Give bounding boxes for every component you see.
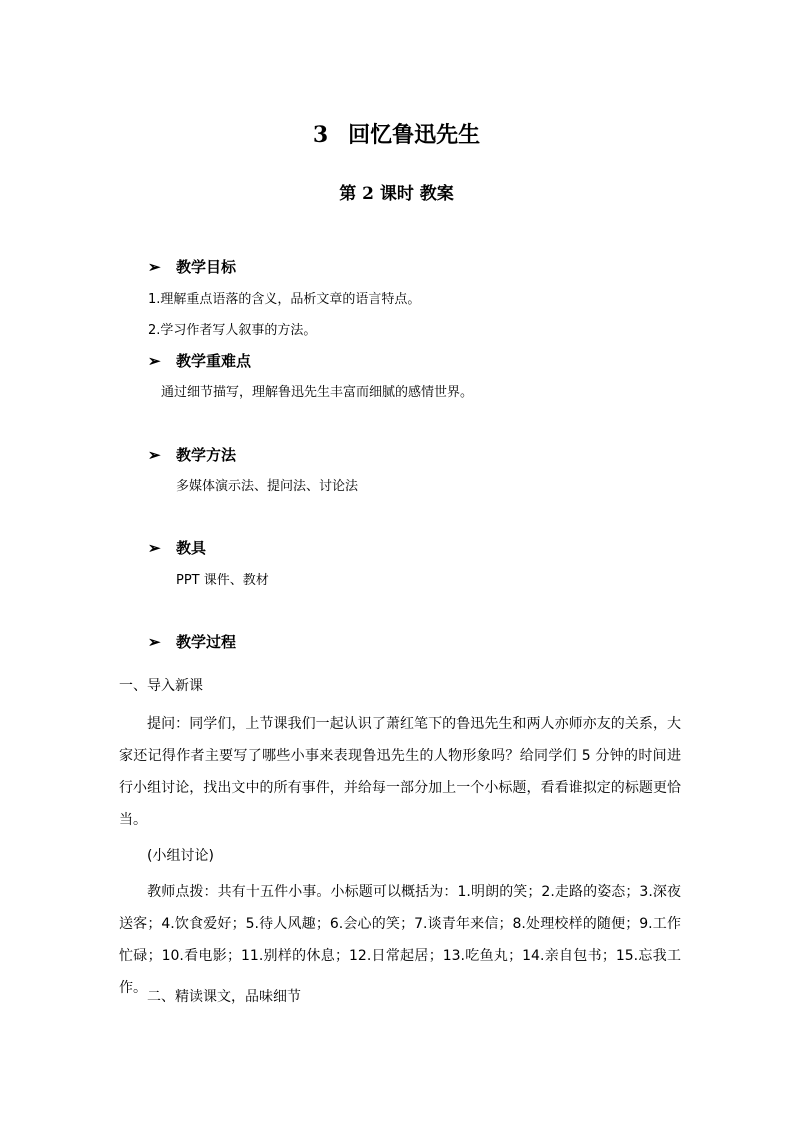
arrow-bullet-icon: ➢ xyxy=(148,539,161,557)
process-heading-text: 教学过程 xyxy=(176,633,237,651)
methods-heading xyxy=(148,444,236,466)
teacher-tip-paragraph xyxy=(119,876,681,1004)
arrow-bullet-icon: ➢ xyxy=(148,258,161,276)
tools-heading-text: 教具 xyxy=(176,539,207,557)
objective-item-2: 2.学习作者写人叙事的方法。 xyxy=(148,323,317,338)
lesson-subtitle: 第 2 课时 教案 xyxy=(339,184,454,204)
part2-title: 二、精读课文，品味细节 xyxy=(147,989,301,1005)
key-points-heading xyxy=(148,350,251,372)
objectives-heading-text: 教学目标 xyxy=(176,258,237,276)
part1-title: 一、导入新课 xyxy=(119,678,203,694)
intro-question-paragraph xyxy=(119,708,681,836)
objective-item-1: 1.理解重点语落的含义，品析文章的语言特点。 xyxy=(148,292,421,307)
arrow-bullet-icon: ➢ xyxy=(148,446,161,464)
tools-text: PPT 课件、教材 xyxy=(176,573,269,588)
teacher-tip-text: 教师点拨：共有十五件小事。小标题可以概括为：1.明朗的笑；2.走路的姿态；3.深夜送客；4.饮食爱好；5.待人风趣；6.会心的笑；7.谈青年来信；8.处理校样的随便；9.工作忙碌；10.看电影；11.别样的休息；12.日常起居；13.吃鱼丸；14.亲自包书；15.忘我工作。 xyxy=(119,884,681,996)
group-discussion-note: (小组讨论) xyxy=(147,848,214,864)
arrow-bullet-icon: ➢ xyxy=(148,633,161,651)
lesson-title xyxy=(0,120,793,150)
lesson-title-text: 回忆鲁迅先生 xyxy=(348,122,481,148)
objectives-heading xyxy=(148,256,236,278)
intro-question-text: 提问：同学们，上节课我们一起认识了萧红笔下的鲁迅先生和两人亦师亦友的关系，大家还记得作者主要写了哪些小事来表现鲁迅先生的人物形象吗？给同学们 5 分钟的时间进行小组讨论，找出文中的所有事件，并给每一部分加上一个小标题，看看谁拟定的标题更恰当。 xyxy=(119,716,681,828)
tools-heading xyxy=(148,537,206,559)
arrow-bullet-icon: ➢ xyxy=(148,352,161,370)
methods-text: 多媒体演示法、提问法、讨论法 xyxy=(176,479,359,494)
key-points-heading-text: 教学重难点 xyxy=(176,352,252,370)
methods-heading-text: 教学方法 xyxy=(176,446,237,464)
key-points-text: 通过细节描写，理解鲁迅先生丰富而细腻的感情世界。 xyxy=(161,385,474,400)
lesson-number: 3 xyxy=(312,122,329,148)
process-heading xyxy=(148,631,236,653)
